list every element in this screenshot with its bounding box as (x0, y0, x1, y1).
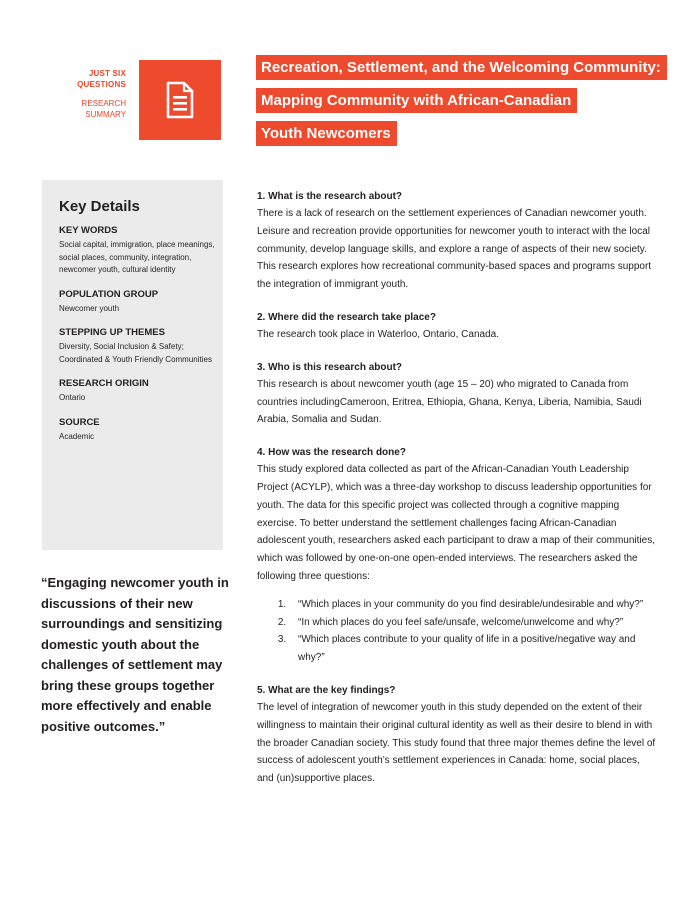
population-group-heading: POPULATION GROUP (59, 288, 159, 300)
key-details-title: Key Details (59, 198, 140, 215)
section-3 (257, 359, 657, 429)
list-item: 3. “Which places contribute to your quality of life in a positive/negative way and why?” (289, 631, 657, 667)
section-4 (257, 444, 657, 667)
stepping-up-themes-heading: STEPPING UP THEMES (59, 327, 165, 338)
source-heading: SOURCE (59, 416, 100, 428)
key-words-text: Social capital, immigration, place meanings, social places, community, integration, newcomer youth, cultural identity (59, 240, 215, 274)
main-content (257, 188, 657, 803)
section-heading: 2. Where did the research take place? (257, 311, 436, 323)
section-2 (257, 309, 657, 344)
title-line-3: Youth Newcomers (256, 121, 397, 146)
section-heading: 5. What are the key findings? (257, 684, 396, 696)
page-title (256, 55, 676, 154)
section-heading: 1. What is the research about? (257, 191, 403, 202)
section-heading: 4. How was the research done? (257, 447, 406, 459)
document-icon (165, 81, 195, 119)
key-words-heading: KEY WORDS (59, 225, 118, 236)
section-5 (257, 682, 657, 788)
pull-quote: “Engaging newcomer youth in discussions of their new surroundings and sensitizing domestic youth about the challenges of settlement may bring these groups together more effectively and enable positive outcomes.” (41, 575, 229, 734)
stepping-up-themes-text: Diversity, Social Inclusion & Safety; Coordinated & Youth Friendly Communities (59, 342, 212, 364)
research-origin-text: Ontario (59, 393, 86, 402)
section-body: This research is about newcomer youth (age 15 – 20) who migrated to Canada from countries includingCameroon, Eritrea, Ethiopia, Ghana, Kenya, Liberia, Namibia, Saudi Arabia, Somalia and Sudan. (257, 378, 642, 426)
document-icon-tile (139, 60, 221, 140)
title-line-1: Recreation, Settlement, and the Welcoming Community: (256, 55, 667, 80)
source-text: Academic (59, 431, 95, 441)
brand-line-4: SUMMARY (85, 110, 126, 119)
section-body: This study explored data collected as part of the African-Canadian Youth Leadership Project (ACYLP), which was a three-day workshop to discuss leadership opportunities for youth. The data for this specific project was collected through a cognitive mapping exercise. To better understand the settlement challenges facing African-Canadian adolescent youth, researchers asked each participant to draw a map of their communities, which was followed by one-on-one open-ended interviews. The researchers asked the following three questions: (257, 464, 655, 582)
section-body: There is a lack of research on the settlement experiences of Canadian newcomer youth. Leisure and recreation provide opportunities for newcomer youth to interact with the local community, develop language skills, and explore a range of aspects of their new society. This research explores how recreational community-based spaces and programs support the integration of immigrant youth. (257, 208, 652, 291)
brand-label (60, 68, 126, 120)
key-details-panel (42, 180, 223, 550)
section-body: The research took place in Waterloo, Ontario, Canada. (257, 328, 499, 340)
list-item: 1. “Which places in your community do you find desirable/undesirable and why?” (289, 596, 657, 614)
research-origin-heading: RESEARCH ORIGIN (59, 378, 149, 389)
brand-line-1: JUST SIX (88, 69, 126, 78)
population-group-text: Newcomer youth (59, 303, 120, 313)
title-line-2: Mapping Community with African-Canadian (256, 88, 577, 113)
list-item: 2. “In which places do you feel safe/unsafe, welcome/unwelcome and why?” (289, 614, 657, 632)
brand-line-3: RESEARCH (81, 99, 126, 108)
research-questions-list (257, 596, 657, 667)
section-1 (257, 188, 657, 294)
section-body: The level of integration of newcomer youth in this study depended on the extent of their willingness to maintain their original cultural identity as well as their desire to blend in with the broader Canadian society. This study found that three major themes define the level of success of adolescent youth’s settlement experiences in Canada: home, social places, and (un)supportive places. (257, 701, 656, 785)
brand-line-2: QUESTIONS (77, 80, 126, 89)
section-heading: 3. Who is this research about? (257, 361, 403, 373)
